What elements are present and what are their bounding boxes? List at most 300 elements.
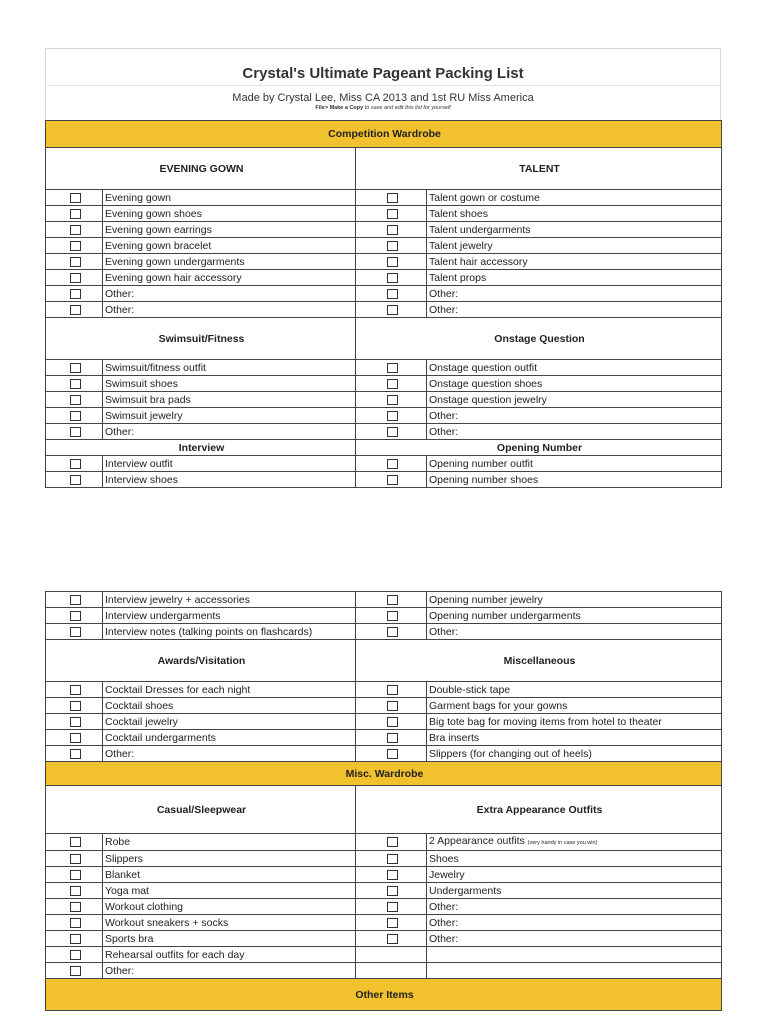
item-label <box>427 682 722 698</box>
item-text: Jewelry <box>429 868 465 881</box>
item-text: Opening number jewelry <box>429 593 543 606</box>
checkbox[interactable] <box>70 305 81 315</box>
checklist-row <box>46 408 722 424</box>
item-text: Cocktail undergarments <box>105 731 216 744</box>
item-label <box>103 883 356 899</box>
checkbox-cell <box>46 624 103 640</box>
item-label <box>427 360 722 376</box>
checkbox-cell <box>356 834 427 851</box>
section-misc-wardrobe: Misc. Wardrobe <box>46 762 722 786</box>
checklist-row <box>46 456 722 472</box>
checkbox-cell <box>356 472 427 488</box>
checkbox[interactable] <box>387 209 398 219</box>
item-text: Shoes <box>429 852 459 865</box>
item-label <box>103 730 356 746</box>
checkbox[interactable] <box>387 717 398 727</box>
item-text: Other: <box>429 916 459 929</box>
item-label <box>427 286 722 302</box>
item-label <box>427 302 722 318</box>
checkbox-cell <box>356 456 427 472</box>
checkbox[interactable] <box>70 701 81 711</box>
checklist-row <box>46 883 722 899</box>
checkbox[interactable] <box>70 595 81 605</box>
item-label <box>103 408 356 424</box>
checkbox-cell <box>46 360 103 376</box>
item-text: Talent undergarments <box>429 223 531 236</box>
checkbox-cell <box>356 931 427 947</box>
item-text: Workout clothing <box>105 900 184 913</box>
item-text: Sports bra <box>105 932 154 945</box>
checkbox[interactable] <box>387 395 398 405</box>
checkbox[interactable] <box>387 701 398 711</box>
item-text: Other: <box>429 900 459 913</box>
item-text: Big tote bag for moving items from hotel to theater <box>429 715 662 728</box>
checklist-row <box>46 698 722 714</box>
checkbox-cell <box>356 238 427 254</box>
checkbox-cell <box>46 206 103 222</box>
item-text: Onstage question jewelry <box>429 393 547 406</box>
title-divider <box>46 85 720 86</box>
item-text: Onstage question outfit <box>429 361 537 374</box>
item-label <box>427 376 722 392</box>
item-text: Workout sneakers + socks <box>105 916 229 929</box>
item-text: Other: <box>429 625 459 638</box>
checkbox[interactable] <box>70 241 81 251</box>
item-text: Swimsuit shoes <box>105 377 178 390</box>
item-text: Other: <box>429 409 459 422</box>
item-label <box>427 963 722 979</box>
item-label <box>103 746 356 762</box>
checkbox[interactable] <box>70 837 81 847</box>
checkbox[interactable] <box>70 209 81 219</box>
item-label <box>427 867 722 883</box>
checkbox-cell <box>356 867 427 883</box>
checkbox[interactable] <box>387 749 398 759</box>
checkbox[interactable] <box>70 225 81 235</box>
group-evening-talent <box>46 190 722 318</box>
checkbox-cell <box>356 714 427 730</box>
item-label <box>103 963 356 979</box>
checkbox[interactable] <box>70 934 81 944</box>
heading-casual: Casual/Sleepwear <box>46 786 356 834</box>
item-text: Talent hair accessory <box>429 255 528 268</box>
checkbox-cell <box>356 592 427 608</box>
item-label <box>103 206 356 222</box>
item-text: Swimsuit bra pads <box>105 393 191 406</box>
checkbox-cell <box>356 746 427 762</box>
checklist-row <box>46 624 722 640</box>
checkbox-cell <box>46 472 103 488</box>
checkbox[interactable] <box>70 950 81 960</box>
checkbox[interactable] <box>70 918 81 928</box>
checkbox-cell <box>356 424 427 440</box>
checklist-row <box>46 302 722 318</box>
checkbox[interactable] <box>70 733 81 743</box>
item-label <box>103 376 356 392</box>
item-text: Talent gown or costume <box>429 191 540 204</box>
checkbox[interactable] <box>70 289 81 299</box>
checklist-row <box>46 376 722 392</box>
checklist-row <box>46 222 722 238</box>
item-label <box>103 851 356 867</box>
group-casual-extra <box>46 834 722 979</box>
item-text: Other: <box>105 287 135 300</box>
checkbox-cell <box>356 302 427 318</box>
page-title: Crystal's Ultimate Pageant Packing List <box>242 65 524 82</box>
item-text: Evening gown <box>105 191 171 204</box>
checkbox-cell <box>46 899 103 915</box>
checkbox[interactable] <box>70 611 81 621</box>
checklist-row <box>46 851 722 867</box>
item-text: Cocktail jewelry <box>105 715 178 728</box>
item-label <box>427 270 722 286</box>
checkbox[interactable] <box>70 459 81 469</box>
section-competition-wardrobe: Competition Wardrobe <box>46 121 722 148</box>
checklist-row <box>46 238 722 254</box>
group-interview-opening-cont <box>46 592 722 640</box>
packing-table-top <box>45 120 722 488</box>
item-text: Other: <box>105 964 135 977</box>
item-text: Other: <box>429 932 459 945</box>
checkbox[interactable] <box>70 886 81 896</box>
item-text: Other: <box>105 747 135 760</box>
item-text: Opening number shoes <box>429 473 539 486</box>
checklist-row <box>46 931 722 947</box>
checkbox[interactable] <box>387 595 398 605</box>
item-text: Cocktail shoes <box>105 699 174 712</box>
item-label <box>103 238 356 254</box>
item-label <box>103 456 356 472</box>
item-label <box>103 834 356 851</box>
checkbox[interactable] <box>70 717 81 727</box>
checklist-row <box>46 947 722 963</box>
item-label <box>427 883 722 899</box>
checkbox[interactable] <box>70 749 81 759</box>
item-text: 2 Appearance outfits <box>429 835 525 847</box>
checkbox-cell <box>46 851 103 867</box>
heading-opening: Opening Number <box>356 440 722 456</box>
checkbox-cell <box>356 947 427 963</box>
checkbox[interactable] <box>387 934 398 944</box>
item-label <box>103 931 356 947</box>
item-label <box>103 302 356 318</box>
copy-instructions-italic: to save and edit this list for yourself <box>364 105 451 111</box>
checkbox[interactable] <box>387 427 398 437</box>
checkbox[interactable] <box>387 379 398 389</box>
item-label <box>427 746 722 762</box>
item-text: Evening gown shoes <box>105 207 202 220</box>
checkbox[interactable] <box>70 854 81 864</box>
checkbox-cell <box>46 190 103 206</box>
checkbox-cell <box>46 714 103 730</box>
checkbox[interactable] <box>387 257 398 267</box>
item-label <box>427 947 722 963</box>
checkbox[interactable] <box>70 363 81 373</box>
checkbox-cell <box>46 302 103 318</box>
checkbox-cell <box>356 286 427 302</box>
heading-onstage: Onstage Question <box>356 318 722 360</box>
checkbox[interactable] <box>70 870 81 880</box>
item-label <box>103 190 356 206</box>
item-text: Other: <box>429 425 459 438</box>
item-label <box>427 851 722 867</box>
checkbox[interactable] <box>70 273 81 283</box>
item-label <box>103 698 356 714</box>
item-label <box>427 456 722 472</box>
item-text: Onstage question shoes <box>429 377 543 390</box>
checklist-row <box>46 206 722 222</box>
checkbox[interactable] <box>387 886 398 896</box>
checklist-row <box>46 834 722 851</box>
checkbox[interactable] <box>387 475 398 485</box>
checkbox-cell <box>356 360 427 376</box>
copy-instructions <box>46 105 720 111</box>
item-label <box>427 698 722 714</box>
checkbox-cell <box>356 682 427 698</box>
item-label <box>427 206 722 222</box>
item-label <box>427 730 722 746</box>
checkbox-cell <box>46 392 103 408</box>
item-label <box>103 472 356 488</box>
item-text: Evening gown undergarments <box>105 255 245 268</box>
item-text: Swimsuit jewelry <box>105 409 183 422</box>
checklist-row <box>46 592 722 608</box>
checkbox[interactable] <box>70 427 81 437</box>
checkbox-cell <box>46 222 103 238</box>
item-label <box>103 714 356 730</box>
checkbox[interactable] <box>70 411 81 421</box>
checklist-row <box>46 392 722 408</box>
item-label <box>427 915 722 931</box>
checkbox[interactable] <box>70 257 81 267</box>
checkbox[interactable] <box>387 837 398 847</box>
checkbox[interactable] <box>70 902 81 912</box>
checkbox[interactable] <box>70 379 81 389</box>
checklist-row <box>46 746 722 762</box>
checkbox-cell <box>356 206 427 222</box>
item-label <box>427 424 722 440</box>
item-label <box>427 834 722 851</box>
checkbox[interactable] <box>70 193 81 203</box>
item-label <box>103 392 356 408</box>
checkbox-cell <box>356 392 427 408</box>
item-label <box>103 624 356 640</box>
page-subtitle: Made by Crystal Lee, Miss CA 2013 and 1st RU Miss America <box>232 92 534 104</box>
item-text: Other: <box>429 303 459 316</box>
checklist-row <box>46 915 722 931</box>
checkbox-cell <box>46 730 103 746</box>
checklist-row <box>46 190 722 206</box>
checkbox[interactable] <box>387 685 398 695</box>
item-text: Undergarments <box>429 884 502 897</box>
item-text: Interview undergarments <box>105 609 221 622</box>
checkbox[interactable] <box>70 685 81 695</box>
heading-talent: TALENT <box>356 148 722 190</box>
item-text: Slippers (for changing out of heels) <box>429 747 592 760</box>
checkbox-cell <box>46 608 103 624</box>
item-label <box>427 608 722 624</box>
item-text: Opening number outfit <box>429 457 533 470</box>
checkbox-cell <box>46 238 103 254</box>
checklist-row <box>46 867 722 883</box>
checkbox-cell <box>46 456 103 472</box>
checklist-row <box>46 682 722 698</box>
checkbox-cell <box>356 222 427 238</box>
checkbox[interactable] <box>387 193 398 203</box>
checklist-row <box>46 360 722 376</box>
checklist-row <box>46 424 722 440</box>
item-text: Garment bags for your gowns <box>429 699 568 712</box>
checklist-row <box>46 730 722 746</box>
item-text: Blanket <box>105 868 141 881</box>
item-text: Robe <box>105 836 131 848</box>
heading-interview: Interview <box>46 440 356 456</box>
item-label <box>427 190 722 206</box>
checkbox-cell <box>46 947 103 963</box>
checkbox-cell <box>46 931 103 947</box>
checklist-row <box>46 899 722 915</box>
item-label <box>103 270 356 286</box>
item-text: Opening number undergarments <box>429 609 581 622</box>
item-label <box>427 624 722 640</box>
item-label <box>427 254 722 270</box>
checkbox-cell <box>46 270 103 286</box>
checkbox[interactable] <box>387 627 398 637</box>
item-label <box>103 608 356 624</box>
item-label <box>103 682 356 698</box>
item-label <box>427 392 722 408</box>
checkbox[interactable] <box>387 305 398 315</box>
copy-instructions-bold: File> Make a Copy <box>315 105 364 111</box>
checkbox-cell <box>46 834 103 851</box>
checkbox[interactable] <box>387 225 398 235</box>
checkbox-cell <box>356 899 427 915</box>
checkbox[interactable] <box>387 611 398 621</box>
item-label <box>427 931 722 947</box>
group-swimsuit-onstage <box>46 360 722 440</box>
item-text: Other: <box>105 425 135 438</box>
checkbox[interactable] <box>387 411 398 421</box>
checkbox[interactable] <box>387 459 398 469</box>
item-text: Interview outfit <box>105 457 173 470</box>
item-text: Slippers <box>105 852 143 865</box>
item-text: Evening gown hair accessory <box>105 271 242 284</box>
checkbox[interactable] <box>387 854 398 864</box>
item-label <box>427 592 722 608</box>
checkbox[interactable] <box>387 363 398 373</box>
item-label <box>103 222 356 238</box>
checkbox[interactable] <box>70 395 81 405</box>
checkbox[interactable] <box>387 918 398 928</box>
checklist-row <box>46 254 722 270</box>
checkbox-cell <box>356 883 427 899</box>
item-label <box>427 899 722 915</box>
checkbox[interactable] <box>70 475 81 485</box>
title-box <box>45 48 721 120</box>
checkbox-cell <box>356 254 427 270</box>
item-label <box>103 360 356 376</box>
heading-miscellaneous: Miscellaneous <box>356 640 722 682</box>
checkbox[interactable] <box>70 966 81 976</box>
item-label <box>103 424 356 440</box>
heading-extra: Extra Appearance Outfits <box>356 786 722 834</box>
checkbox-cell <box>356 963 427 979</box>
checkbox-cell <box>356 190 427 206</box>
item-label <box>427 408 722 424</box>
heading-evening-gown: EVENING GOWN <box>46 148 356 190</box>
item-label <box>103 254 356 270</box>
checklist-row <box>46 714 722 730</box>
checkbox-cell <box>46 915 103 931</box>
checklist-row <box>46 286 722 302</box>
checklist-row <box>46 270 722 286</box>
item-text: Interview notes (talking points on flashcards) <box>105 625 313 638</box>
checkbox-cell <box>356 608 427 624</box>
item-text: Evening gown earrings <box>105 223 212 236</box>
item-text: Double-stick tape <box>429 683 511 696</box>
item-text: Other: <box>105 303 135 316</box>
item-text: Evening gown bracelet <box>105 239 212 252</box>
checkbox-cell <box>46 682 103 698</box>
item-text: Interview jewelry + accessories <box>105 593 251 606</box>
checkbox[interactable] <box>387 289 398 299</box>
checkbox-cell <box>46 746 103 762</box>
checkbox[interactable] <box>387 273 398 283</box>
item-text: Talent props <box>429 271 487 284</box>
checkbox-cell <box>46 867 103 883</box>
checkbox-cell <box>356 376 427 392</box>
item-text: Bra inserts <box>429 731 480 744</box>
item-label <box>103 867 356 883</box>
checkbox-cell <box>356 624 427 640</box>
checkbox-cell <box>46 592 103 608</box>
item-label <box>103 286 356 302</box>
checkbox[interactable] <box>387 902 398 912</box>
checkbox[interactable] <box>387 241 398 251</box>
checkbox-cell <box>356 270 427 286</box>
item-text: Yoga mat <box>105 884 149 897</box>
item-text: Swimsuit/fitness outfit <box>105 361 206 374</box>
checkbox-cell <box>46 254 103 270</box>
checklist-row <box>46 608 722 624</box>
item-text: Talent jewelry <box>429 239 493 252</box>
item-label <box>103 947 356 963</box>
item-label <box>427 714 722 730</box>
checkbox[interactable] <box>387 733 398 743</box>
checklist-row <box>46 963 722 979</box>
checkbox[interactable] <box>70 627 81 637</box>
item-text: Talent shoes <box>429 207 488 220</box>
heading-awards: Awards/Visitation <box>46 640 356 682</box>
checkbox-cell <box>356 408 427 424</box>
checkbox-cell <box>356 730 427 746</box>
group-interview-opening <box>46 456 722 488</box>
item-text: Other: <box>429 287 459 300</box>
checkbox-cell <box>356 698 427 714</box>
checkbox[interactable] <box>387 870 398 880</box>
checklist-row <box>46 472 722 488</box>
item-label <box>103 592 356 608</box>
item-label <box>427 238 722 254</box>
item-label <box>103 899 356 915</box>
checkbox-cell <box>356 851 427 867</box>
item-label <box>427 222 722 238</box>
item-note: (very handy in case you win) <box>527 840 598 846</box>
checkbox-cell <box>46 963 103 979</box>
packing-table-bottom <box>45 591 722 1011</box>
group-awards-misc <box>46 682 722 762</box>
item-text: Cocktail Dresses for each night <box>105 683 251 696</box>
